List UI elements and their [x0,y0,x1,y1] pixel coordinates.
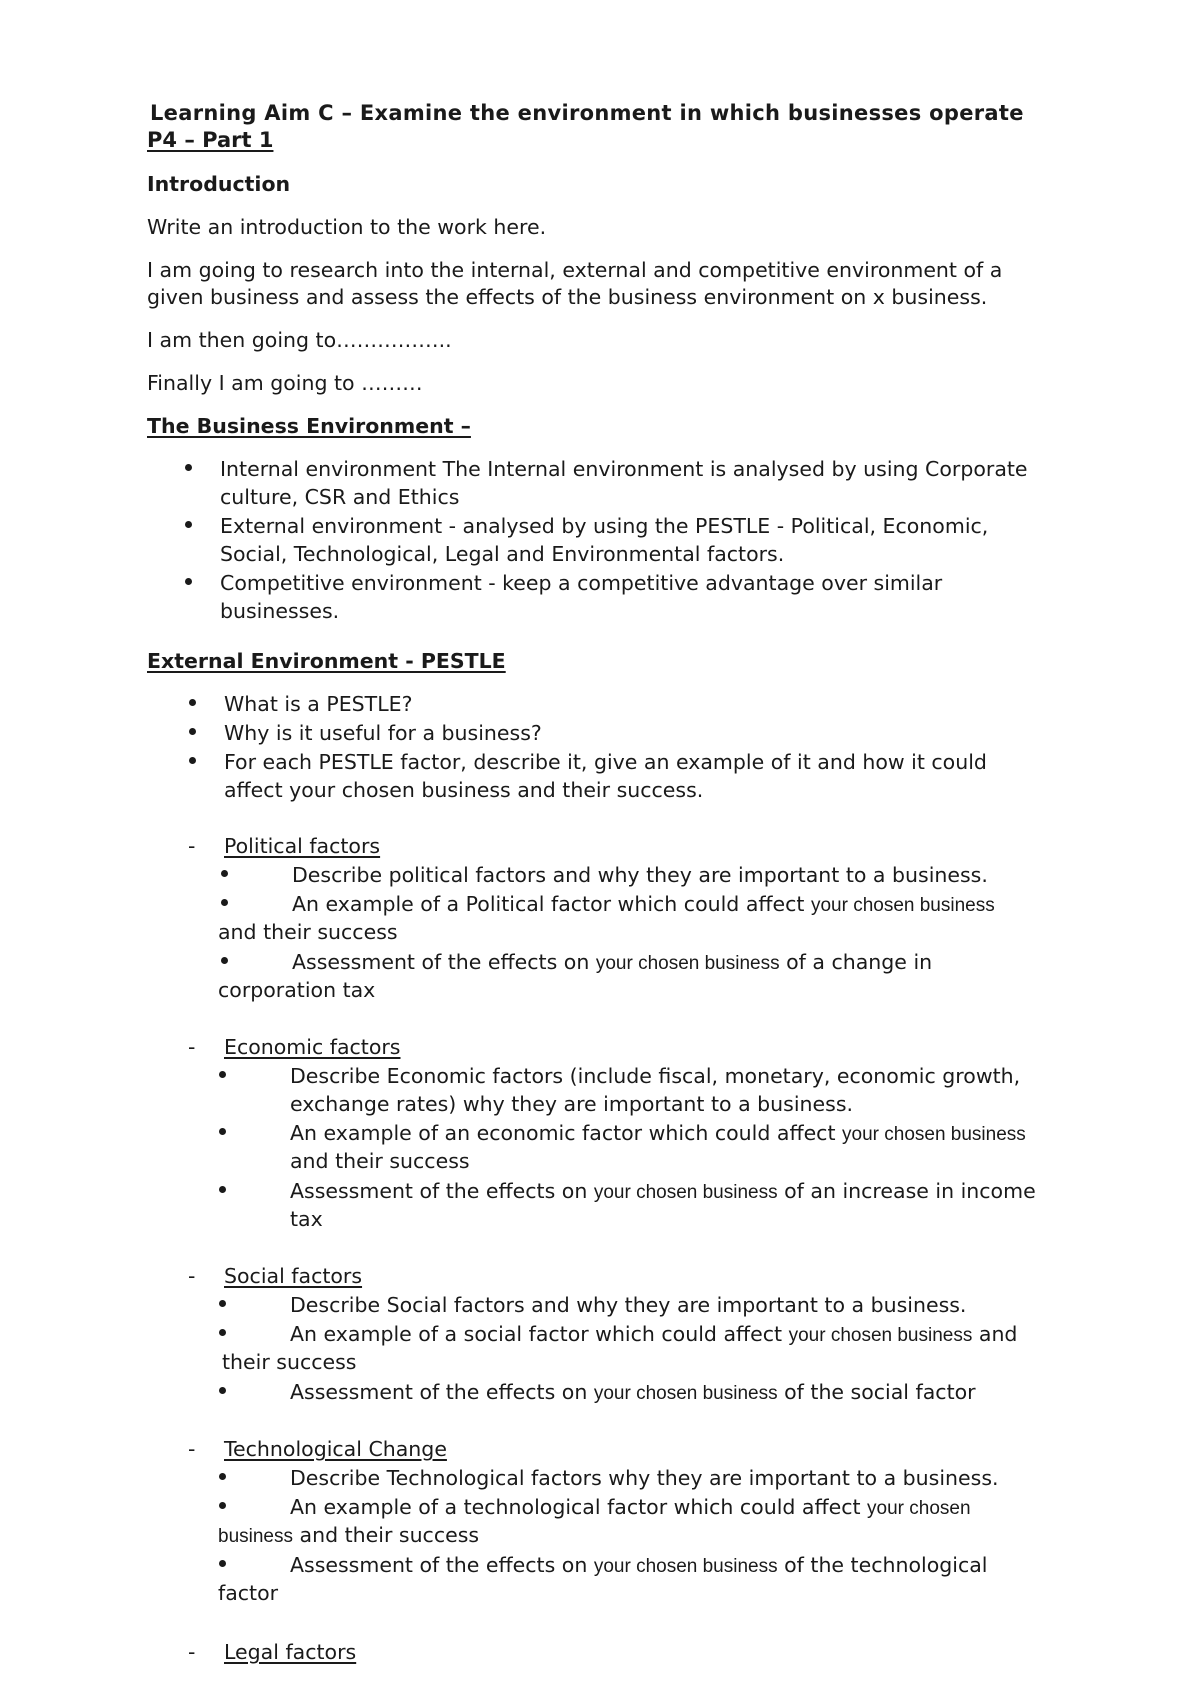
pestle-question-3-line-1: For each PESTLE factor, describe it, give an example of it and how it could [224,750,987,774]
political-bullet-2-line-2: and their success [218,920,398,944]
social-bullet-2-line-2: their success [222,1350,357,1374]
political-bullet-3-line-1 [292,948,932,978]
bullet-icon [221,957,228,964]
bullet-icon [219,1071,226,1078]
business-env-item-2-line-2: Social, Technological, Legal and Environmental factors. [220,542,785,566]
political-bullet-2-text: An example of a Political factor which could affect [292,892,811,916]
social-bullet-1: Describe Social factors and why they are important to a business. [290,1293,967,1317]
technological-bullet-3-text-end: of the technological [777,1553,988,1577]
business-env-item-3-line-1: Competitive environment - keep a competitive advantage over similar [220,571,943,595]
technological-bullet-1: Describe Technological factors why they are important to a business. [290,1466,999,1490]
document-subtitle: P4 – Part 1 [147,128,274,152]
economic-bullet-3-line-2: tax [290,1207,323,1231]
political-bullet-3-text: Assessment of the effects on [292,950,596,974]
bullet-icon [189,699,196,706]
technological-bullet-3-line-2: factor [218,1581,279,1605]
introduction-heading: Introduction [147,172,291,196]
bullet-icon [189,757,196,764]
social-bullet-3-text-end: of the social factor [777,1380,976,1404]
political-bullet-3-line-2: corporation tax [218,978,376,1002]
chosen-business-placeholder: your chosen business [593,1556,778,1577]
economic-heading: Economic factors [224,1035,401,1059]
economic-bullet-3-line-1 [290,1177,1036,1207]
social-heading: Social factors [224,1264,363,1288]
chosen-business-placeholder: your chosen business [595,953,780,974]
bullet-icon [219,1387,226,1394]
dash-marker: - [188,1035,196,1059]
bullet-icon [189,728,196,735]
social-bullet-2-text: An example of a social factor which could affect [290,1322,789,1346]
economic-bullet-2-line-2: and their success [290,1149,470,1173]
intro-paragraph-2-line-2: given business and assess the effects of the business environment on x business. [147,285,988,309]
economic-bullet-3-text-end: of an increase in income [777,1179,1036,1203]
political-bullet-1: Describe political factors and why they are important to a business. [292,863,988,887]
political-bullet-2-line-1 [292,890,995,920]
bullet-icon [219,1186,226,1193]
bullet-icon [221,899,228,906]
bullet-icon [219,1128,226,1135]
political-heading: Political factors [224,834,381,858]
bullet-icon [219,1502,226,1509]
dash-marker: - [188,1264,196,1288]
bullet-icon [185,464,192,471]
bullet-icon [219,1473,226,1480]
social-bullet-2-text-end: and [972,1322,1018,1346]
business-env-item-2-line-1: External environment - analysed by using the PESTLE - Political, Economic, [220,514,989,538]
chosen-business-placeholder: business [218,1526,293,1547]
chosen-business-placeholder: your chosen business [593,1182,778,1203]
intro-paragraph-4: Finally I am going to ……… [147,371,423,395]
intro-paragraph-1: Write an introduction to the work here. [147,215,547,239]
economic-bullet-1-line-2: exchange rates) why they are important to a business. [290,1092,854,1116]
economic-bullet-1-line-1: Describe Economic factors (include fiscal, monetary, economic growth, [290,1064,1021,1088]
dash-marker: - [188,1437,196,1461]
technological-bullet-2-text: An example of a technological factor which could affect [290,1495,868,1519]
technological-bullet-2-line-1 [290,1493,971,1523]
economic-bullet-3-text: Assessment of the effects on [290,1179,594,1203]
pestle-question-3-line-2: affect your chosen business and their success. [224,778,704,802]
chosen-business-placeholder: your chosen business [810,895,995,916]
document-title: Learning Aim C – Examine the environment in which businesses operate [150,101,1024,125]
bullet-icon [185,521,192,528]
social-bullet-3-text: Assessment of the effects on [290,1380,594,1404]
political-bullet-3-text-end: of a change in [779,950,933,974]
technological-bullet-3-line-1 [290,1551,987,1581]
social-bullet-2-line-1 [290,1320,1017,1350]
business-environment-heading: The Business Environment – [147,414,471,438]
chosen-business-placeholder: your chosen business [842,1124,1026,1145]
bullet-icon [219,1300,226,1307]
technological-bullet-3-text: Assessment of the effects on [290,1553,594,1577]
bullet-icon [185,578,192,585]
bullet-icon [219,1329,226,1336]
business-env-item-3-line-2: businesses. [220,599,340,623]
technological-heading: Technological Change [224,1437,447,1461]
pestle-heading: External Environment - PESTLE [147,649,506,673]
economic-bullet-2-line-1 [290,1119,1026,1149]
intro-paragraph-3: I am then going to…………….. [147,328,452,352]
legal-heading: Legal factors [224,1640,357,1664]
pestle-question-2: Why is it useful for a business? [224,721,542,745]
technological-bullet-2-text-end: and their success [293,1523,480,1547]
intro-paragraph-2-line-1: I am going to research into the internal, external and competitive environment of a [147,258,1003,282]
chosen-business-placeholder: your chosen business [788,1325,973,1346]
chosen-business-placeholder: your chosen [867,1498,971,1519]
business-env-item-1-line-1: Internal environment The Internal environment is analysed by using Corporate [220,457,1028,481]
economic-bullet-2-text: An example of an economic factor which could affect [290,1121,843,1145]
chosen-business-placeholder: your chosen business [593,1383,778,1404]
bullet-icon [219,1560,226,1567]
technological-bullet-2-line-2 [218,1521,479,1551]
social-bullet-3 [290,1378,976,1408]
pestle-question-1: What is a PESTLE? [224,692,413,716]
dash-marker: - [188,834,196,858]
business-env-item-1-line-2: culture, CSR and Ethics [220,485,460,509]
dash-marker: - [188,1640,196,1664]
bullet-icon [221,870,228,877]
